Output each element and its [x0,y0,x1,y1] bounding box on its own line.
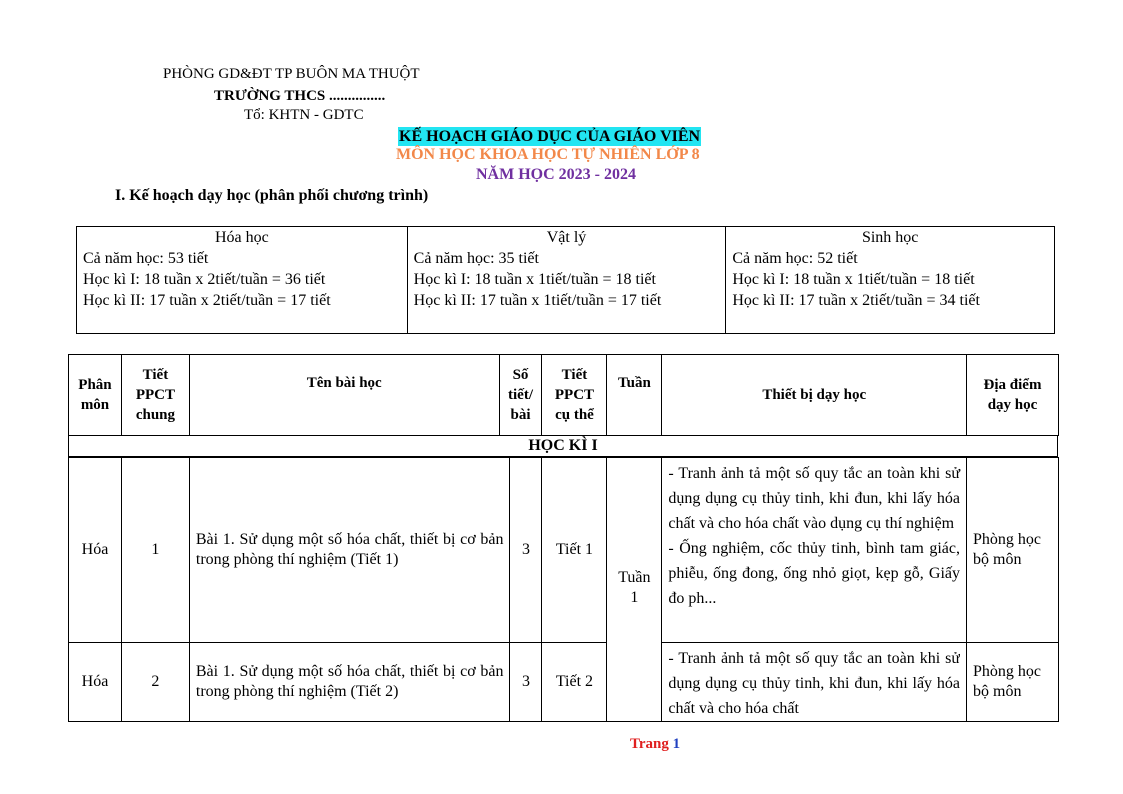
summary-year: Cả năm học: 52 tiết [732,250,858,267]
summary-year: Cả năm học: 53 tiết [83,250,209,267]
plan-table-header [68,354,1059,436]
header-count: Số tiết/ bài [499,355,542,436]
page-label: Trang [630,736,669,752]
cell-week: Tuần 1 [607,458,662,722]
table-row [69,458,1059,643]
table-row [69,643,1059,722]
summary-physics [407,227,726,334]
cell-lesson: Bài 1. Sử dụng một số hóa chất, thiết bị cơ bản trong phòng thí nghiệm (Tiết 1) [189,458,510,643]
group-name: Tổ: KHTN - GDTC [244,107,364,123]
cell-ppct: 2 [121,643,189,722]
page-number: 1 [672,736,681,752]
school-year: NĂM HỌC 2023 - 2024 [476,166,636,183]
summary-term1: Học kì I: 18 tuần x 1tiết/tuần = 18 tiết [732,271,975,288]
header-specific: Tiết PPCT cụ thể [542,355,607,436]
department-name: PHÒNG GD&ĐT TP BUÔN MA THUỘT [163,66,420,82]
summary-term1: Học kì I: 18 tuần x 1tiết/tuần = 18 tiết [413,271,656,288]
document-title: KẾ HOẠCH GIÁO DỤC CỦA GIÁO VIÊN [399,128,701,145]
page-footer [630,736,680,753]
cell-lesson: Bài 1. Sử dụng một số hóa chất, thiết bị cơ bản trong phòng thí nghiệm (Tiết 2) [189,643,510,722]
summary-subject: Vật lý [546,229,587,246]
term-label: HỌC KÌ I [68,436,1058,457]
cell-equipment: - Tranh ảnh tả một số quy tắc an toàn khi sử dụng dụng cụ thủy tinh, khi đun, khi lấy hóa chất và cho hóa chất [662,643,967,722]
summary-chemistry [77,227,408,334]
section-heading: I. Kế hoạch dạy học (phân phối chương trình) [115,187,429,204]
header-equipment: Thiết bị dạy học [662,355,967,436]
summary-subject: Sinh học [861,229,919,246]
subject-title: MÔN HỌC KHOA HỌC TỰ NHIÊN LỚP 8 [396,146,700,163]
cell-place: Phòng học bộ môn [967,458,1059,643]
cell-count: 3 [510,643,542,722]
summary-year: Cả năm học: 35 tiết [413,250,539,267]
summary-subject: Hóa học [214,229,269,246]
cell-specific: Tiết 2 [542,643,607,722]
school-name: TRƯỜNG THCS ............... [214,88,386,104]
header-place: Địa điểm dạy học [967,355,1059,436]
summary-term2: Học kì II: 17 tuần x 1tiết/tuần = 17 tiết [413,292,662,309]
cell-subject: Hóa [69,458,122,643]
summary-table [76,226,1055,334]
cell-place: Phòng học bộ môn [967,643,1059,722]
header-ppct: Tiết PPCT chung [121,355,189,436]
cell-equipment: - Tranh ảnh tả một số quy tắc an toàn khi sử dụng dụng cụ thủy tinh, khi đun, khi lấy hóa chất và cho hóa chất vào dụng cụ thí nghiệm - Ống nghiệm, cốc thủy tinh, bình tam giác, phiễu, ống đong, ống nhỏ giọt, kẹp gỗ, Giấy đo ph... [662,458,967,643]
header-week: Tuần [607,355,662,436]
summary-term2: Học kì II: 17 tuần x 2tiết/tuần = 34 tiết [732,292,980,309]
summary-term2: Học kì II: 17 tuần x 2tiết/tuần = 17 tiết [83,292,331,309]
plan-table-body [68,457,1059,722]
summary-term1: Học kì I: 18 tuần x 2tiết/tuần = 36 tiết [83,271,326,288]
cell-subject: Hóa [69,643,122,722]
header-subject: Phân môn [69,355,122,436]
cell-specific: Tiết 1 [542,458,607,643]
summary-biology [726,227,1055,334]
cell-ppct: 1 [121,458,189,643]
cell-count: 3 [510,458,542,643]
header-lesson: Tên bài học [189,355,499,436]
